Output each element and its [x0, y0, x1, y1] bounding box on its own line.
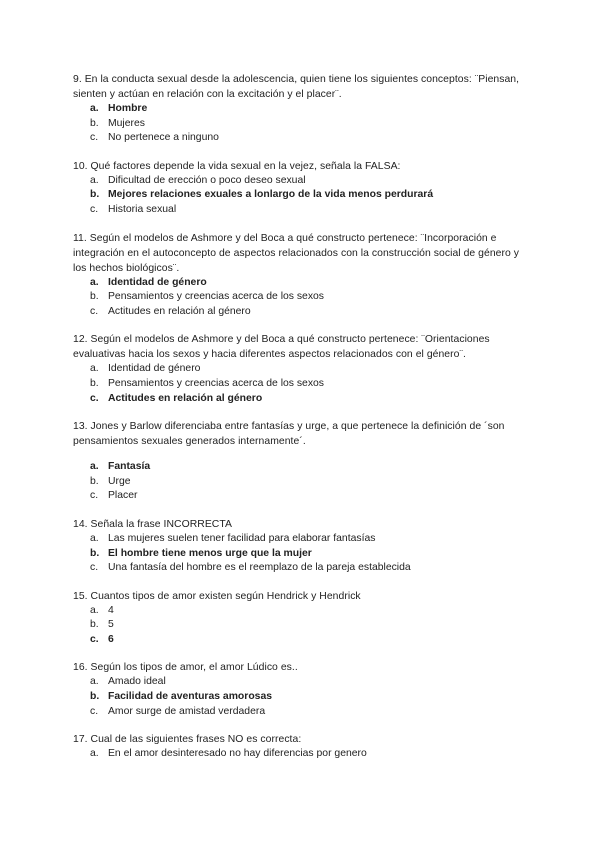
- question-text: 17. Cual de las siguientes frases NO es correcta:: [73, 734, 302, 746]
- option-text: Una fantasía del hombre es el reemplazo de la pareja establecida: [108, 562, 411, 574]
- option-text: Dificultad de erección o poco deseo sexual: [108, 174, 306, 186]
- option-list: [73, 276, 533, 320]
- option-list: [73, 460, 533, 504]
- option-text: Mujeres: [108, 117, 145, 129]
- question-text: 15. Cuantos tipos de amor existen según Hendrick y Hendrick: [73, 590, 361, 602]
- option-letter: c.: [90, 562, 99, 574]
- option-a: [73, 460, 533, 475]
- option-letter: c.: [90, 132, 99, 144]
- question-9: [73, 72, 533, 146]
- option-letter: b.: [90, 117, 99, 129]
- option-letter: b.: [90, 291, 99, 303]
- option-c: [73, 489, 533, 504]
- question-10: [73, 159, 533, 218]
- option-c: [73, 705, 533, 720]
- question-text: 16. Según los tipos de amor, el amor Lúdico es..: [73, 662, 298, 674]
- option-a: [73, 276, 533, 291]
- question-17: [73, 732, 533, 762]
- option-b: [73, 290, 533, 305]
- option-a: [73, 604, 533, 619]
- option-c: [73, 633, 533, 648]
- option-list: [73, 362, 533, 406]
- option-letter: c.: [90, 203, 99, 215]
- option-c: [73, 203, 533, 218]
- question-16: [73, 660, 533, 719]
- option-list: [73, 675, 533, 719]
- option-b: [73, 690, 533, 705]
- option-list: [73, 747, 533, 762]
- option-text: Identidad de género: [108, 363, 201, 375]
- option-a: [73, 532, 533, 547]
- option-b: [73, 547, 533, 562]
- option-letter: a.: [90, 604, 99, 616]
- question-text: 13. Jones y Barlow diferenciaba entre fantasías y urge, a que pertenece la definición de ´son pensamientos sexuales generados internamente´.: [73, 421, 505, 448]
- option-a: [73, 747, 533, 762]
- option-letter: a.: [90, 103, 99, 114]
- option-text: Pensamientos y creencias acerca de los sexos: [108, 377, 325, 389]
- option-text: Fantasía: [108, 461, 151, 473]
- option-letter: a.: [90, 748, 99, 760]
- option-text: En el amor desinteresado no hay diferencias por genero: [108, 748, 367, 760]
- option-a: [73, 362, 533, 377]
- option-letter: c.: [90, 705, 99, 717]
- option-letter: c.: [90, 392, 99, 404]
- option-a: [73, 174, 533, 189]
- option-letter: c.: [90, 305, 99, 317]
- option-text: El hombre tiene menos urge que la mujer: [108, 547, 312, 559]
- option-text: No pertenece a ninguno: [108, 132, 219, 144]
- option-c: [73, 392, 533, 407]
- option-b: [73, 117, 533, 132]
- question-text: 12. Según el modelos de Ashmore y del Boca a qué constructo pertenece: ¨Orientaciones evaluativas hacia los sexos y hacia diferentes aspectos relacionados con el género¨.: [73, 334, 490, 361]
- option-letter: a.: [90, 363, 99, 375]
- option-text: 5: [108, 619, 114, 631]
- spacer: [73, 449, 533, 460]
- option-letter: b.: [90, 619, 99, 631]
- option-text: Facilidad de aventuras amorosas: [108, 691, 273, 703]
- option-text: Actitudes en relación al género: [108, 392, 263, 404]
- option-list: [73, 102, 533, 146]
- option-list: [73, 604, 533, 648]
- option-text: Las mujeres suelen tener facilidad para elaborar fantasías: [108, 532, 376, 544]
- question-14: [73, 517, 533, 576]
- option-text: Historia sexual: [108, 203, 177, 215]
- option-a: [73, 102, 533, 117]
- option-b: [73, 618, 533, 633]
- option-b: [73, 377, 533, 392]
- question-text: 9. En la conducta sexual desde la adolescencia, quien tiene los siguientes conceptos: ¨Piensan, sienten y actúan en relación con la excitación y el placer¨.: [73, 74, 520, 100]
- question-11: [73, 231, 533, 320]
- question-text: 11. Según el modelos de Ashmore y del Boca a qué constructo pertenece: ¨Incorporación e integración en el autoconcepto de aspectos relacionados con la construcción social de género y los hechos biológicos¨.: [73, 232, 520, 274]
- option-text: Pensamientos y creencias acerca de los sexos: [108, 291, 325, 303]
- option-text: Mejores relaciones exuales a lonlargo de la vida menos perdurará: [108, 189, 434, 201]
- document-page: [73, 72, 533, 775]
- option-letter: b.: [90, 377, 99, 389]
- option-c: [73, 131, 533, 146]
- option-list: [73, 532, 533, 576]
- option-b: [73, 475, 533, 490]
- option-a: [73, 675, 533, 690]
- option-text: Urge: [108, 475, 131, 487]
- question-text: 14. Señala la frase INCORRECTA: [73, 518, 232, 530]
- option-letter: a.: [90, 276, 99, 288]
- option-text: Placer: [108, 490, 138, 502]
- option-text: Hombre: [108, 103, 148, 114]
- option-letter: b.: [90, 475, 99, 487]
- option-text: Amor surge de amistad verdadera: [108, 705, 266, 717]
- option-letter: b.: [90, 189, 100, 201]
- option-text: 4: [108, 604, 114, 616]
- question-15: [73, 589, 533, 648]
- option-letter: c.: [90, 490, 99, 502]
- question-12: [73, 332, 533, 406]
- option-letter: b.: [90, 691, 100, 703]
- option-letter: a.: [90, 532, 99, 544]
- option-letter: a.: [90, 676, 99, 688]
- option-c: [73, 305, 533, 320]
- option-list: [73, 174, 533, 218]
- option-text: Actitudes en relación al género: [108, 305, 251, 317]
- option-text: 6: [108, 633, 114, 645]
- option-text: Amado ideal: [108, 676, 166, 688]
- question-text: 10. Qué factores depende la vida sexual en la vejez, señala la FALSA:: [73, 160, 401, 172]
- question-13: [73, 419, 533, 504]
- option-c: [73, 561, 533, 576]
- option-b: [73, 188, 533, 203]
- option-letter: c.: [90, 633, 99, 645]
- option-text: Identidad de género: [108, 276, 207, 288]
- option-letter: a.: [90, 461, 99, 473]
- option-letter: b.: [90, 547, 100, 559]
- option-letter: a.: [90, 174, 99, 186]
